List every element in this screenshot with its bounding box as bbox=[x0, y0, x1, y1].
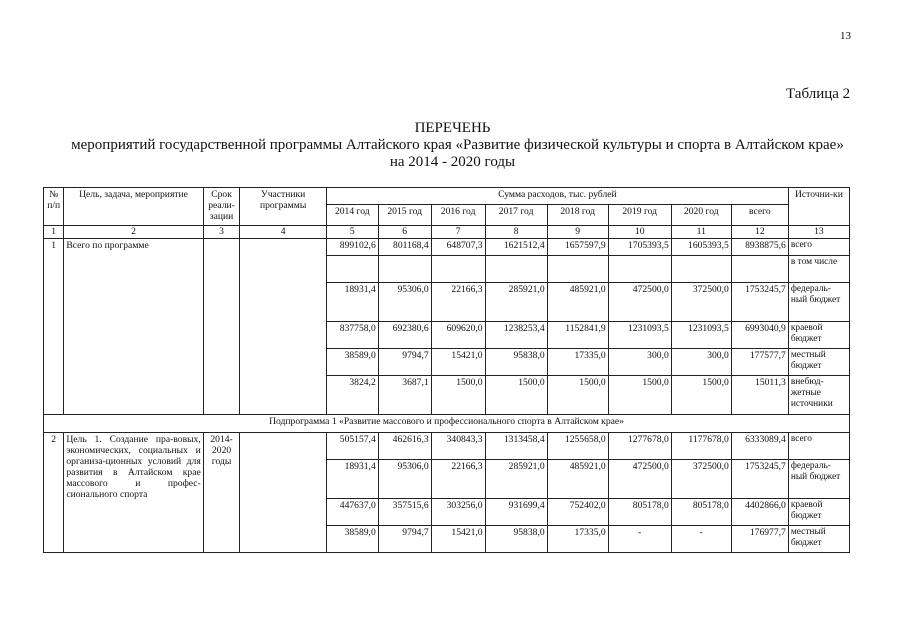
table-header-row bbox=[44, 188, 850, 205]
header-year: 2019 год bbox=[608, 205, 671, 226]
document-period: на 2014 - 2020 годы bbox=[389, 154, 516, 170]
amount-cell: 95306,0 bbox=[378, 283, 431, 322]
header-year: 2014 год bbox=[326, 205, 378, 226]
row-name: Цель 1. Создание пра-вовых, экономических, социальных и организа-ционных условий для развития в Алтайском крае массового и профес-сионального спорта bbox=[64, 433, 203, 553]
source-cell: всего bbox=[788, 239, 849, 256]
amount-cell: 1231093,5 bbox=[608, 322, 671, 349]
amount-cell: 1705393,5 bbox=[608, 239, 671, 256]
column-index-cell: 10 bbox=[608, 226, 671, 239]
amount-cell bbox=[378, 256, 431, 283]
column-index-cell: 11 bbox=[671, 226, 731, 239]
amount-cell: 485921,0 bbox=[547, 460, 608, 499]
amount-cell bbox=[547, 256, 608, 283]
amount-cell: 752402,0 bbox=[547, 499, 608, 526]
page-number: 13 bbox=[840, 30, 851, 42]
amount-cell: 15011,3 bbox=[731, 376, 788, 415]
amount-cell: 4402866,0 bbox=[731, 499, 788, 526]
amount-cell: 1605393,5 bbox=[671, 239, 731, 256]
header-term: Срок реали-зации bbox=[203, 188, 240, 226]
amount-cell: 1500,0 bbox=[485, 376, 547, 415]
header-year: 2015 год bbox=[378, 205, 431, 226]
amount-cell: 38589,0 bbox=[326, 526, 378, 553]
source-cell: федераль-ный бюджет bbox=[788, 460, 849, 499]
header-year: 2020 год bbox=[671, 205, 731, 226]
amount-cell: 648707,3 bbox=[431, 239, 485, 256]
column-index-cell: 12 bbox=[731, 226, 788, 239]
amount-cell: 22166,3 bbox=[431, 460, 485, 499]
amount-cell: 3687,1 bbox=[378, 376, 431, 415]
amount-cell: 1753245,7 bbox=[731, 283, 788, 322]
header-year-total: всего bbox=[731, 205, 788, 226]
amount-cell: 38589,0 bbox=[326, 349, 378, 376]
amount-cell: 1238253,4 bbox=[485, 322, 547, 349]
amount-cell: 95306,0 bbox=[378, 460, 431, 499]
source-cell: внебюд-жетные источники bbox=[788, 376, 849, 415]
amount-cell: 472500,0 bbox=[608, 460, 671, 499]
amount-cell: 22166,3 bbox=[431, 283, 485, 322]
amount-cell: 1500,0 bbox=[671, 376, 731, 415]
amount-cell: 340843,3 bbox=[431, 433, 485, 460]
row-term: 2014-2020 годы bbox=[203, 433, 240, 553]
header-year: 2017 год bbox=[485, 205, 547, 226]
source-cell: местный бюджет bbox=[788, 526, 849, 553]
column-index-cell: 7 bbox=[431, 226, 485, 239]
header-year: 2016 год bbox=[431, 205, 485, 226]
row-participants bbox=[240, 433, 326, 553]
amount-cell bbox=[731, 256, 788, 283]
amount-cell: - bbox=[608, 526, 671, 553]
amount-cell: 17335,0 bbox=[547, 526, 608, 553]
amount-cell: 6333089,4 bbox=[731, 433, 788, 460]
amount-cell: 1621512,4 bbox=[485, 239, 547, 256]
amount-cell: 6993040,9 bbox=[731, 322, 788, 349]
amount-cell: 95838,0 bbox=[485, 349, 547, 376]
amount-cell: 485921,0 bbox=[547, 283, 608, 322]
row-participants bbox=[240, 239, 326, 415]
amount-cell bbox=[431, 256, 485, 283]
source-cell: всего bbox=[788, 433, 849, 460]
amount-cell: 1255658,0 bbox=[547, 433, 608, 460]
amount-cell: - bbox=[671, 526, 731, 553]
header-num: № п/п bbox=[44, 188, 64, 226]
table-row bbox=[44, 433, 850, 460]
amount-cell: 9794,7 bbox=[378, 526, 431, 553]
amount-cell: 1313458,4 bbox=[485, 433, 547, 460]
amount-cell: 285921,0 bbox=[485, 460, 547, 499]
amount-cell: 837758,0 bbox=[326, 322, 378, 349]
source-cell: краевой бюджет bbox=[788, 499, 849, 526]
amount-cell: 1753245,7 bbox=[731, 460, 788, 499]
amount-cell: 15421,0 bbox=[431, 349, 485, 376]
amount-cell: 1500,0 bbox=[608, 376, 671, 415]
amount-cell: 462616,3 bbox=[378, 433, 431, 460]
document-title: ПЕРЕЧЕНЬ bbox=[414, 120, 491, 136]
header-participants: Участники программы bbox=[240, 188, 326, 226]
amount-cell: 176977,7 bbox=[731, 526, 788, 553]
column-index-cell: 4 bbox=[240, 226, 326, 239]
subprogram-title: Подпрограмма 1 «Развитие массового и профессионального спорта в Алтайском крае» bbox=[44, 415, 850, 433]
column-index-cell: 9 bbox=[547, 226, 608, 239]
amount-cell: 1231093,5 bbox=[671, 322, 731, 349]
column-index-cell: 8 bbox=[485, 226, 547, 239]
column-index-cell: 2 bbox=[64, 226, 203, 239]
column-index-cell: 3 bbox=[203, 226, 240, 239]
row-term bbox=[203, 239, 240, 415]
row-number: 2 bbox=[44, 433, 64, 553]
source-cell: краевой бюджет bbox=[788, 322, 849, 349]
amount-cell: 300,0 bbox=[671, 349, 731, 376]
row-name: Всего по программе bbox=[64, 239, 203, 415]
header-sum: Сумма расходов, тыс. рублей bbox=[326, 188, 788, 205]
amount-cell: 805178,0 bbox=[671, 499, 731, 526]
amount-cell bbox=[671, 256, 731, 283]
amount-cell: 357515,6 bbox=[378, 499, 431, 526]
amount-cell: 8938875,6 bbox=[731, 239, 788, 256]
header-goal: Цель, задача, мероприятие bbox=[64, 188, 203, 226]
amount-cell bbox=[485, 256, 547, 283]
amount-cell bbox=[326, 256, 378, 283]
amount-cell: 17335,0 bbox=[547, 349, 608, 376]
amount-cell: 447637,0 bbox=[326, 499, 378, 526]
amount-cell: 3824,2 bbox=[326, 376, 378, 415]
amount-cell: 1277678,0 bbox=[608, 433, 671, 460]
table-row bbox=[44, 239, 850, 256]
amount-cell: 95838,0 bbox=[485, 526, 547, 553]
amount-cell: 1500,0 bbox=[547, 376, 608, 415]
subprogram-row bbox=[44, 415, 850, 433]
measures-table bbox=[43, 187, 850, 553]
column-index-cell: 5 bbox=[326, 226, 378, 239]
column-index-row bbox=[44, 226, 850, 239]
amount-cell: 692380,6 bbox=[378, 322, 431, 349]
amount-cell: 801168,4 bbox=[378, 239, 431, 256]
amount-cell: 931699,4 bbox=[485, 499, 547, 526]
column-index-cell: 13 bbox=[788, 226, 849, 239]
amount-cell bbox=[608, 256, 671, 283]
amount-cell: 1500,0 bbox=[431, 376, 485, 415]
amount-cell: 18931,4 bbox=[326, 460, 378, 499]
amount-cell: 18931,4 bbox=[326, 283, 378, 322]
amount-cell: 505157,4 bbox=[326, 433, 378, 460]
amount-cell: 372500,0 bbox=[671, 283, 731, 322]
amount-cell: 1177678,0 bbox=[671, 433, 731, 460]
table-label: Таблица 2 bbox=[786, 86, 851, 102]
source-cell: местный бюджет bbox=[788, 349, 849, 376]
row-number: 1 bbox=[44, 239, 64, 415]
amount-cell: 472500,0 bbox=[608, 283, 671, 322]
header-sources: Источни-ки bbox=[788, 188, 849, 226]
amount-cell: 285921,0 bbox=[485, 283, 547, 322]
column-index-cell: 1 bbox=[44, 226, 64, 239]
amount-cell: 609620,0 bbox=[431, 322, 485, 349]
amount-cell: 372500,0 bbox=[671, 460, 731, 499]
header-year: 2018 год bbox=[547, 205, 608, 226]
amount-cell: 899102,6 bbox=[326, 239, 378, 256]
column-index-cell: 6 bbox=[378, 226, 431, 239]
source-cell: в том числе bbox=[788, 256, 849, 283]
document-subtitle: мероприятий государственной программы Алтайского края «Развитие физической культуры и спорта в Алтайском крае» bbox=[71, 137, 844, 153]
amount-cell: 1152841,9 bbox=[547, 322, 608, 349]
amount-cell: 15421,0 bbox=[431, 526, 485, 553]
amount-cell: 303256,0 bbox=[431, 499, 485, 526]
amount-cell: 1657597,9 bbox=[547, 239, 608, 256]
amount-cell: 805178,0 bbox=[608, 499, 671, 526]
amount-cell: 9794,7 bbox=[378, 349, 431, 376]
amount-cell: 300,0 bbox=[608, 349, 671, 376]
source-cell: федераль-ный бюджет bbox=[788, 283, 849, 322]
amount-cell: 177577,7 bbox=[731, 349, 788, 376]
